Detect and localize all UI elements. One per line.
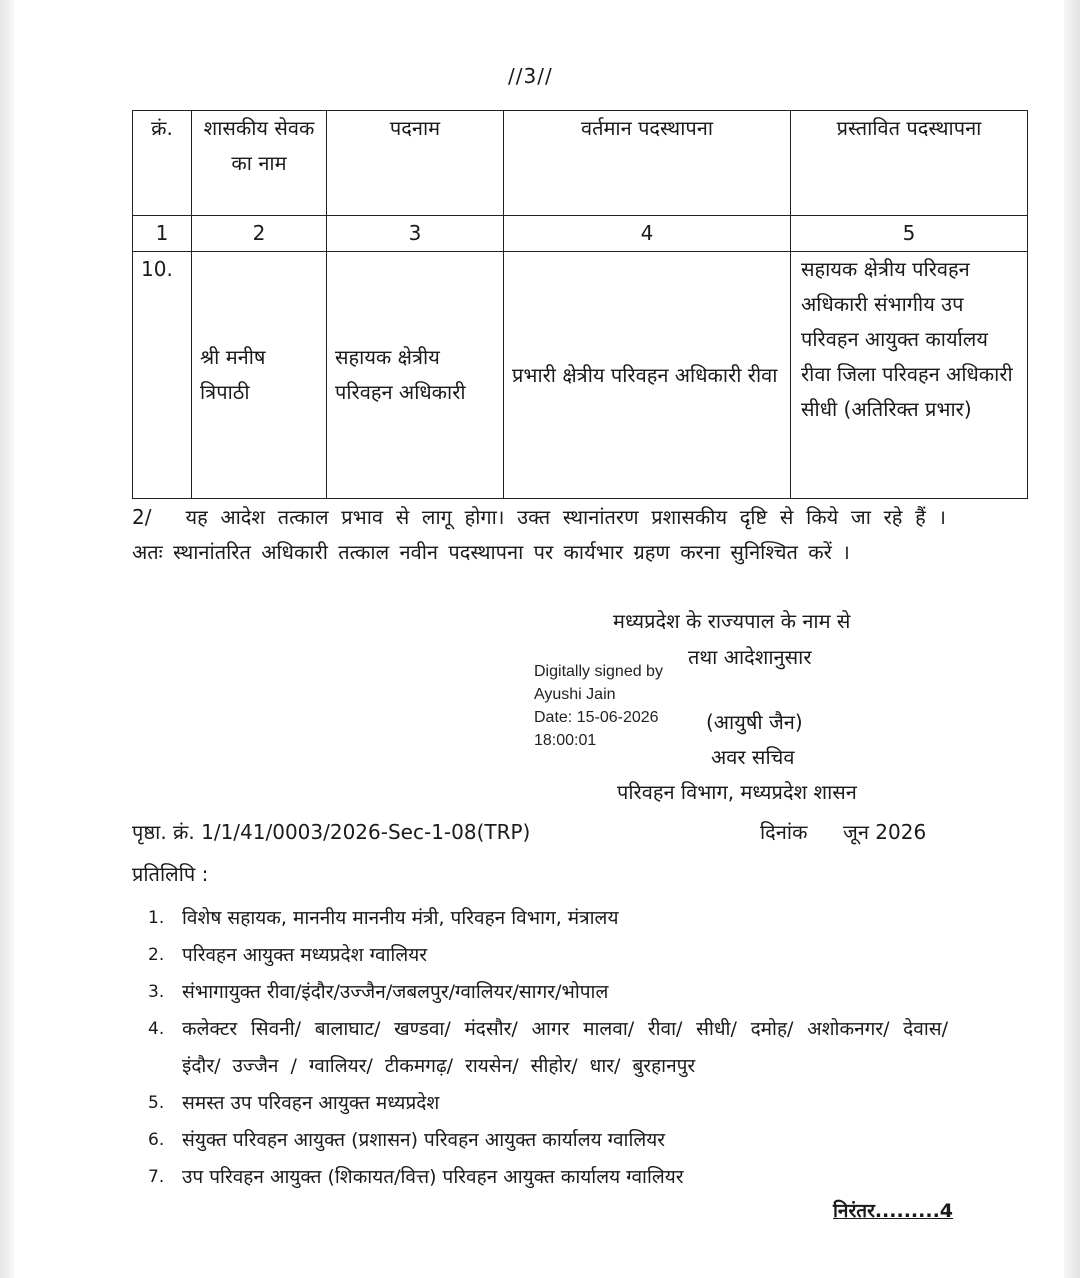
header-proposed-posting: प्रस्तावित पदस्थापना <box>791 111 1028 216</box>
column-number: 4 <box>504 216 791 252</box>
header-employee-name: शासकीय सेवक का नाम <box>192 111 327 216</box>
copy-to-title: प्रतिलिपि : <box>132 862 209 886</box>
page-edge-right <box>1064 0 1080 1278</box>
list-item-text: उप परिवहन आयुक्त (शिकायत/वित्त) परिवहन आयुक्त कार्यालय ग्वालियर <box>182 1166 684 1188</box>
row-current-posting: प्रभारी क्षेत्रीय परिवहन अधिकारी रीवा <box>504 252 791 499</box>
column-number-row <box>133 216 1028 252</box>
table-header-row <box>133 111 1028 216</box>
list-item-text: समस्त उप परिवहन आयुक्त मध्यप्रदेश <box>182 1092 440 1114</box>
copy-to-list <box>148 900 948 1196</box>
list-item <box>148 1085 948 1122</box>
list-item-number: 6. <box>148 1130 165 1150</box>
row-proposed-posting: सहायक क्षेत्रीय परिवहन अधिकारी संभागीय उप परिवहन आयुक्त कार्यालय रीवा जिला परिवहन अधिकारी सीधी (अतिरिक्त प्रभार) <box>791 252 1028 499</box>
order-paragraph <box>132 500 946 570</box>
page-number: //3// <box>508 64 553 88</box>
signatory-name: (आयुषी जैन) <box>706 710 803 734</box>
header-serial: क्रं. <box>133 111 192 216</box>
signature-order-line: तथा आदेशानुसार <box>688 645 812 669</box>
list-item-text: विशेष सहायक, माननीय माननीय मंत्री, परिवहन विभाग, मंत्रालय <box>182 907 619 929</box>
table-row <box>133 252 1028 499</box>
column-number: 2 <box>192 216 327 252</box>
row-employee-name: श्री मनीष त्रिपाठी <box>192 252 327 499</box>
column-number: 1 <box>133 216 192 252</box>
paragraph-text: यह आदेश तत्काल प्रभाव से लागू होगा। उक्त स्थानांतरण प्रशासकीय दृष्टि से किये जा रहे हैं । अतः स्थानांतरित अधिकारी तत्काल नवीन पदस्थापना पर कार्यभार ग्रहण करना सुनिश्चित करें । <box>132 505 946 564</box>
row-serial: 10. <box>133 252 192 499</box>
list-item-number: 2. <box>148 945 165 965</box>
list-item-text: संभागायुक्त रीवा/इंदौर/उज्जैन/जबलपुर/ग्वालियर/सागर/भोपाल <box>182 981 609 1003</box>
list-item <box>148 1011 948 1085</box>
page-edge-left <box>0 0 14 1278</box>
signature-authority-line: मध्यप्रदेश के राज्यपाल के नाम से <box>613 609 851 633</box>
column-number: 5 <box>791 216 1028 252</box>
signatory-department: परिवहन विभाग, मध्यप्रदेश शासन <box>617 780 857 804</box>
list-item-text: परिवहन आयुक्त मध्यप्रदेश ग्वालियर <box>182 944 428 966</box>
date-label: दिनांक <box>760 820 808 844</box>
list-item-number: 1. <box>148 908 165 928</box>
list-item <box>148 937 948 974</box>
date-value: जून 2026 <box>843 820 927 844</box>
continued-note: निरंतर.........4 <box>833 1200 954 1222</box>
paragraph-number: 2/ <box>132 505 152 529</box>
list-item-number: 7. <box>148 1167 165 1187</box>
list-item <box>148 1122 948 1159</box>
signatory-designation: अवर सचिव <box>711 745 795 769</box>
list-item-number: 5. <box>148 1093 165 1113</box>
header-designation: पदनाम <box>327 111 504 216</box>
list-item <box>148 900 948 937</box>
column-number: 3 <box>327 216 504 252</box>
transfer-table <box>132 110 1028 499</box>
list-item <box>148 1159 948 1196</box>
header-current-posting: वर्तमान पदस्थापना <box>504 111 791 216</box>
list-item-number: 3. <box>148 982 165 1002</box>
list-item-text: कलेक्टर सिवनी/ बालाघाट/ खण्डवा/ मंदसौर/ आगर मालवा/ रीवा/ सीधी/ दमोह/ अशोकनगर/ देवास/ इंदौर/ उज्जैन / ग्वालियर/ टीकमगढ़/ रायसेन/ सीहोर/ धार/ बुरहानपुर <box>182 1018 948 1077</box>
list-item-text: संयुक्त परिवहन आयुक्त (प्रशासन) परिवहन आयुक्त कार्यालय ग्वालियर <box>182 1129 666 1151</box>
digital-signature-stamp: Digitally signed by Ayushi Jain Date: 15-06-2026 18:00:01 <box>534 663 663 749</box>
row-designation: सहायक क्षेत्रीय परिवहन अधिकारी <box>327 252 504 499</box>
list-item-number: 4. <box>148 1019 165 1039</box>
list-item <box>148 974 948 1011</box>
endorsement-number: पृष्ठा. क्रं. 1/1/41/0003/2026-Sec-1-08(TRP) <box>132 820 531 844</box>
